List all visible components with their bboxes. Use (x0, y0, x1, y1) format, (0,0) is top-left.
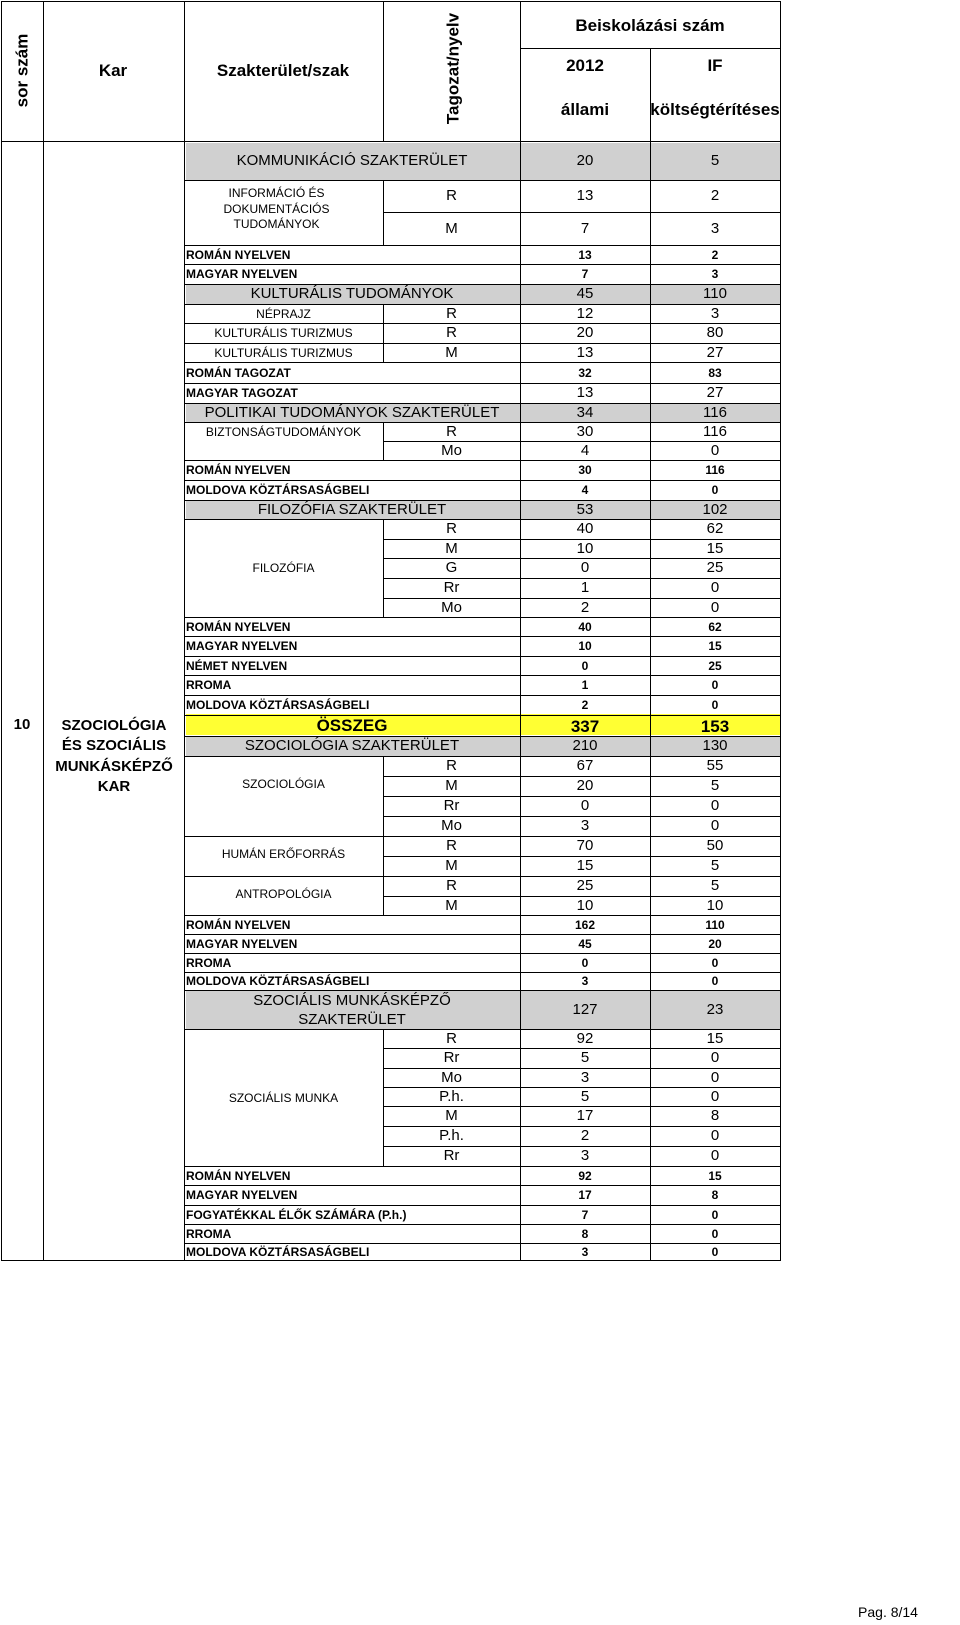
value-koltseg: 0 (711, 678, 719, 692)
section-label: SZOCIOLÓGIA SZAKTERÜLET (244, 737, 460, 754)
value-allami: 2 (580, 1127, 590, 1144)
tagozat-code: M (445, 777, 458, 794)
spec-label: BIZTONSÁGTUDOMÁNYOK (205, 425, 362, 439)
spec-label-informacio: INFORMÁCIÓ ÉS DOKUMENTÁCIÓS TUDOMÁNYOK (223, 186, 330, 232)
value-koltseg: 27 (706, 343, 724, 361)
faculty-number: 10 (13, 716, 31, 733)
value-koltseg: 116 (703, 422, 727, 440)
language-row-label: MAGYAR TAGOZAT (186, 386, 298, 400)
value-koltseg: 116 (705, 463, 725, 477)
value-allami: 4 (581, 483, 589, 497)
value-allami: 1 (580, 579, 590, 596)
value-koltseg: 0 (710, 797, 720, 814)
value-allami: 5 (580, 1049, 590, 1066)
language-row-label: ROMÁN NYELVEN (186, 619, 291, 634)
value-koltseg: 5 (710, 777, 720, 794)
value-koltseg: 0 (710, 441, 720, 459)
value-koltseg: 25 (708, 658, 722, 673)
value-allami: 25 (576, 877, 594, 894)
tagozat-code: Mo (441, 817, 462, 834)
spec-label: KULTURÁLIS TURIZMUS (214, 345, 353, 360)
value-koltseg: 130 (702, 737, 728, 754)
tagozat-code: M (445, 343, 458, 361)
tagozat-code: Rr (443, 797, 460, 814)
value-allami: 210 (572, 737, 598, 754)
value-allami: 45 (578, 936, 592, 951)
spec-label: FILOZÓFIA (252, 561, 315, 575)
section-label: KULTURÁLIS TUDOMÁNYOK (250, 285, 454, 302)
value-koltseg: 62 (706, 520, 724, 537)
language-row-label: ROMÁN NYELVEN (186, 917, 291, 932)
tagozat-code: P.h. (439, 1087, 464, 1105)
tagozat-code: R (446, 422, 457, 440)
spec-label: SZOCIOLÓGIA (242, 777, 325, 791)
value-allami: 30 (578, 463, 592, 477)
language-row-label: RROMA (186, 1226, 232, 1241)
value-allami: 34 (576, 403, 594, 421)
value-koltseg: 0 (711, 974, 719, 988)
tagozat-code: R (446, 304, 457, 322)
value-allami: 162 (574, 917, 596, 932)
value-allami: 4 (580, 441, 590, 459)
value-allami: 0 (581, 955, 589, 970)
value-koltseg: 102 (702, 500, 728, 518)
value-allami: 0 (581, 658, 589, 673)
language-row-label: ROMÁN NYELVEN (186, 463, 291, 477)
spec-label: NÉPRAJZ (256, 306, 311, 321)
value-allami: 10 (576, 896, 594, 914)
value-allami: 10 (576, 539, 594, 557)
spec-label: SZOCIÁLIS MUNKA (228, 1090, 339, 1105)
value-koltseg: 15 (706, 539, 724, 557)
value-allami: 32 (578, 365, 592, 380)
tagozat-code: Mo (441, 1068, 462, 1086)
section-szocialis: SZOCIÁLIS MUNKÁSKÉPZŐ SZAKTERÜLET (253, 992, 451, 1028)
spec-label: HUMÁN ERŐFORRÁS (221, 847, 346, 861)
value-koltseg: 8 (711, 1188, 719, 1202)
value-allami: 17 (576, 1107, 594, 1124)
value-allami: 337 (570, 716, 600, 736)
value-koltseg: 116 (703, 403, 727, 421)
value-allami: 3 (580, 817, 590, 834)
value-koltseg: 15 (708, 639, 722, 653)
value-koltseg: 2 (710, 187, 720, 204)
tagozat-code: Rr (443, 1049, 460, 1066)
value-allami: 12 (576, 304, 594, 322)
value-allami: 7 (581, 267, 589, 281)
value-koltseg: 0 (710, 1068, 720, 1086)
language-row-label: MOLDOVA KÖZTÁRSASÁGBELI (186, 698, 370, 712)
tagozat-code: M (445, 219, 458, 237)
value-allami: 13 (576, 343, 594, 361)
value-koltseg: 153 (700, 716, 730, 736)
value-koltseg: 50 (706, 837, 724, 854)
value-allami: 40 (576, 520, 594, 537)
tagozat-code: Rr (443, 579, 460, 596)
value-koltseg: 110 (703, 285, 727, 302)
value-koltseg: 83 (708, 365, 722, 380)
value-allami: 30 (576, 422, 594, 440)
tagozat-code: R (446, 837, 457, 854)
value-allami: 0 (580, 797, 590, 814)
tagozat-code: Mo (441, 598, 462, 616)
value-allami: 0 (580, 559, 590, 576)
language-row-label: MAGYAR NYELVEN (186, 1188, 298, 1202)
language-row-label: MOLDOVA KÖZTÁRSASÁGBELI (186, 974, 370, 988)
value-koltseg: 5 (710, 152, 720, 169)
value-koltseg: 3 (710, 219, 720, 237)
value-allami: 3 (581, 1244, 589, 1259)
value-koltseg: 8 (710, 1107, 720, 1124)
value-koltseg: 0 (710, 817, 720, 834)
value-allami: 2 (581, 698, 589, 712)
tagozat-code: R (446, 877, 457, 894)
tagozat-code: M (445, 1107, 458, 1124)
tagozat-code: R (446, 324, 457, 341)
tagozat-header: Tagozat/nyelv (443, 12, 463, 125)
value-koltseg: 0 (711, 1226, 719, 1241)
year-header: 2012 (566, 56, 604, 75)
value-allami: 7 (580, 219, 590, 237)
language-row-label: MAGYAR NYELVEN (186, 267, 298, 281)
value-koltseg: 25 (706, 559, 724, 576)
language-row-label: NÉMET NYELVEN (186, 658, 288, 673)
value-allami: 3 (581, 974, 589, 988)
tagozat-code: M (445, 857, 458, 874)
value-allami: 3 (580, 1147, 590, 1164)
value-koltseg: 0 (710, 1049, 720, 1066)
language-row-label: MOLDOVA KÖZTÁRSASÁGBELI (186, 483, 370, 497)
language-row-label: RROMA (186, 678, 232, 692)
value-allami: 7 (581, 1207, 589, 1222)
value-allami: 5 (580, 1087, 590, 1105)
value-allami: 67 (576, 757, 594, 774)
value-koltseg: 0 (710, 1127, 720, 1144)
value-allami: 53 (576, 500, 594, 518)
value-koltseg: 3 (711, 267, 719, 281)
sor-szam-header: sor szám (12, 33, 32, 108)
value-koltseg: 2 (711, 247, 719, 262)
value-allami: 13 (576, 384, 594, 401)
value-allami: 20 (576, 152, 594, 169)
value-koltseg: 10 (706, 896, 724, 914)
value-koltseg: 110 (705, 917, 725, 932)
spec-label: KULTURÁLIS TURIZMUS (214, 326, 353, 340)
language-row-label: MAGYAR NYELVEN (186, 936, 298, 951)
value-allami: 8 (581, 1226, 589, 1241)
language-row-label: RROMA (186, 955, 232, 970)
page-number: Pag. 8/14 (858, 1604, 918, 1620)
value-allami: 40 (578, 619, 592, 634)
language-row-label: MAGYAR NYELVEN (186, 639, 298, 653)
value-koltseg: 0 (710, 579, 720, 596)
value-koltseg: 0 (710, 1087, 720, 1105)
value-koltseg: 0 (711, 955, 719, 970)
value-koltseg: 0 (711, 483, 719, 497)
tagozat-code: R (446, 1029, 457, 1047)
value-allami: 127 (572, 1000, 598, 1018)
value-allami: 20 (576, 324, 594, 341)
value-koltseg: 23 (706, 1000, 724, 1018)
spec-label: ANTROPOLÓGIA (235, 887, 332, 901)
value-koltseg: 3 (710, 304, 720, 322)
koltseg-header: költségtérítéses (650, 100, 780, 119)
kar-header: Kar (98, 61, 128, 80)
tagozat-code: P.h. (439, 1127, 464, 1144)
value-koltseg: 5 (710, 857, 720, 874)
value-koltseg: 0 (711, 1244, 719, 1259)
value-allami: 70 (576, 837, 594, 854)
tagozat-code: Mo (441, 441, 462, 459)
value-allami: 20 (576, 777, 594, 794)
value-allami: 15 (576, 857, 594, 874)
szakterulet-header: Szakterület/szak (216, 61, 350, 80)
value-koltseg: 15 (706, 1029, 724, 1047)
value-koltseg: 55 (706, 757, 724, 774)
value-koltseg: 0 (711, 1207, 719, 1222)
value-allami: 2 (580, 598, 590, 616)
value-koltseg: 0 (710, 598, 720, 616)
tagozat-code: M (445, 539, 458, 557)
value-koltseg: 62 (708, 619, 722, 634)
value-koltseg: 0 (710, 1147, 720, 1164)
tagozat-code: R (446, 757, 457, 774)
section-label: POLITIKAI TUDOMÁNYOK SZAKTERÜLET (204, 403, 500, 421)
tagozat-code: M (445, 896, 458, 914)
value-allami: 45 (576, 285, 594, 302)
value-koltseg: 27 (706, 384, 724, 401)
total-row-label: ÖSSZEG (316, 715, 388, 735)
language-row-label: MOLDOVA KÖZTÁRSASÁGBELI (186, 1244, 370, 1259)
tagozat-code: R (446, 187, 457, 204)
section-label: KOMMUNIKÁCIÓ SZAKTERÜLET (236, 152, 468, 169)
value-allami: 3 (580, 1068, 590, 1086)
if-header: IF (707, 56, 723, 75)
value-allami: 17 (578, 1188, 592, 1202)
value-allami: 92 (578, 1168, 592, 1183)
value-koltseg: 5 (710, 877, 720, 894)
value-koltseg: 80 (706, 324, 724, 341)
tagozat-code: Rr (443, 1147, 460, 1164)
tagozat-code: G (445, 559, 458, 576)
language-row-label: FOGYATÉKKAL ÉLŐK SZÁMÁRA (P.h.) (186, 1207, 407, 1222)
value-allami: 13 (578, 247, 592, 262)
allami-header: állami (560, 100, 610, 119)
language-row-label: ROMÁN TAGOZAT (186, 365, 291, 380)
value-allami: 13 (576, 187, 594, 204)
value-allami: 10 (578, 639, 592, 653)
language-row-label: ROMÁN NYELVEN (186, 247, 291, 262)
value-koltseg: 0 (711, 698, 719, 712)
value-koltseg: 15 (708, 1168, 722, 1183)
value-koltseg: 20 (708, 936, 722, 951)
faculty-name: SZOCIOLÓGIA ÉS SZOCIÁLIS MUNKÁSKÉPZŐ KAR (55, 717, 173, 795)
tagozat-code: R (446, 520, 457, 537)
value-allami: 92 (576, 1029, 594, 1047)
beiskolazasi-header: Beiskolázási szám (575, 16, 725, 35)
language-row-label: ROMÁN NYELVEN (186, 1168, 291, 1183)
section-label: FILOZÓFIA SZAKTERÜLET (257, 500, 447, 518)
value-allami: 1 (581, 678, 589, 692)
